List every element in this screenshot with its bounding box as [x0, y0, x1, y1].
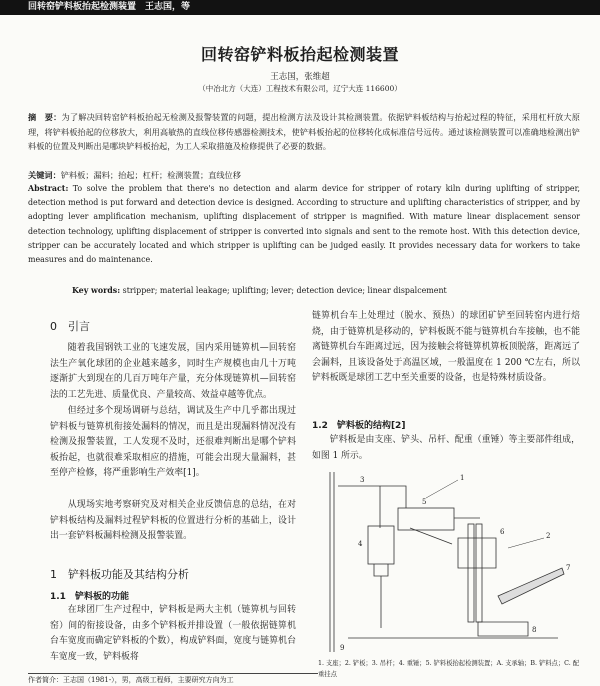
- abstract-cn: [28, 110, 580, 154]
- left-paragraph-3: 从现场实地考察研究及对相关企业反馈信息的总结，在对铲料板结构及漏料过程铲料板的位置进行分析的基础上，设计出一套铲料板漏料检测及报警装置。: [50, 500, 296, 542]
- figure-label-9: 9: [340, 644, 345, 652]
- figure-label-1: 1: [460, 474, 465, 482]
- author-footnote: 作者简介：王志国（1981-），男，高级工程师，主要研究方向为工: [28, 673, 318, 685]
- keywords-en-text: stripper; material leakage; uplifting; lever; detection device; linear dispalcement: [122, 286, 447, 295]
- counterweight-hook: [374, 564, 388, 576]
- keywords-cn-label: 关键词：: [28, 170, 61, 180]
- section-1-1-heading: 1.1 铲料板的功能: [50, 592, 129, 602]
- section-0-heading: 0 引言: [50, 320, 90, 333]
- lever-arm: [410, 528, 452, 544]
- keywords-cn: [28, 168, 580, 183]
- left-paragraph-2: 但经过多个现场调研与总结，调试及生产中几乎都出现过铲料板与链箅机衔接处漏料的情况，而且是出现漏料情况没有检测及报警装置，工人发现不及时，还很难判断出是哪个铲料板抬起，也就很难采取相应的措施，可能会出现大量漏料，甚至停产检修，将严重影响生产效率[1]。: [50, 406, 296, 479]
- keywords-en: [72, 284, 580, 298]
- right-paragraph-1: 链箅机台车上处理过（脱水、预热）的球团矿铲至回转窑内进行焙烧，由于链箅机是移动的，铲料板既不能与链箅机台车接触，也不能离链箅机台车距离过远，因为接触会将链箅机箅板顶脱落，距离远了会漏料，且该设备处于高温区域，一般温度在 1 200 ℃左右，所以铲料板既是球团工艺中至关重要的设备，也是特殊材质设备。: [312, 311, 580, 384]
- stripper-plate: [498, 568, 564, 604]
- running-header: 回转窑铲料板抬起检测装置 王志国，等: [0, 0, 600, 15]
- left-paragraph-4: 在球团厂生产过程中，铲料板是两大主机（链箅机与回转窑）间的衔接设备，由多个铲料板并排设置（一般依据链箅机台车宽度而确定铲料板的个数），构成铲料面，宽度与链箅机台车宽度一致，铲料板将: [50, 605, 296, 662]
- abstract-cn-label: 摘 要：: [28, 112, 62, 122]
- section-1-heading: 1 铲料板功能及其结构分析: [50, 568, 189, 581]
- detector-box: [398, 508, 454, 530]
- abstract-en-label: Abstract:: [28, 184, 69, 193]
- figure-1-caption: 1. 支座；2. 铲板；3. 吊杆；4. 重锤；5. 铲料板抬起检测装置；A. 支承轴；B. 铲料点；C. 配重挂点: [318, 660, 580, 678]
- right-paragraph-2: 铲料板是由支座、铲头、吊杆、配重（重锤）等主要部件组成，如图 1 所示。: [312, 435, 580, 461]
- figure-label-4: 4: [358, 540, 363, 548]
- abstract-en-text: To solve the problem that there's no detection and alarm device for stripper of rotary kiln during uplifting of stripper, detection method is put forward and detection device is designed. According to structure and uplifting characteristics of stripper, and by adopting lever amplification mechanism, uplifting displacement of stripper is magnified. With mature linear displacement sensor detection technology, uplifting displacement of stripper is converted into signals and sent to the remote host. With this detection device, stripper can be accurately located and which stripper is uplifting can be judged easily. It provides necessary data for workers to take measures and do maintenance.: [28, 184, 580, 265]
- hanger-frame: [338, 486, 406, 528]
- support-column-2: [476, 524, 482, 622]
- abstract-cn-text: 为了解决回转窑铲料板抬起无检测及报警装置的问题，提出检测方法及设计其检测装置。依据铲料板结构与抬起过程的特征，采用杠杆放大原理，将铲料板抬起的位移放大，利用高敏热的直线位移传感器检测技术，使铲料板抬起的位移转化成标准信号远传。通过该检测装置可以准确地检测出铲料板的位置及判断出是哪块铲料板抬起，为工人采取措施及检修提供了必要的数据。: [28, 112, 580, 151]
- support-column: [468, 524, 474, 622]
- affiliation: （中冶北方（大连）工程技术有限公司，辽宁大连 116600）: [198, 84, 402, 93]
- leader-line-b: [508, 538, 544, 548]
- left-paragraph-1: 随着我国钢铁工业的飞速发展，国内采用链箅机—回转窑法生产氧化球团的企业越来越多，同时生产规模也由几十万吨逐渐扩大到现在的几百万吨年产量，充分体现链箅机—回转窑法的工艺先进、质量优良、产量较高、效益卓越等优点。: [50, 343, 296, 400]
- support-base: [478, 622, 528, 636]
- support-bracket: [458, 538, 496, 568]
- abstract-en: [28, 182, 580, 267]
- counterweight: [368, 526, 394, 564]
- keywords-en-label: Key words:: [72, 286, 121, 295]
- figure-label-6: 6: [500, 528, 505, 536]
- keywords-cn-text: 铲料板；漏料；抬起；杠杆；检测装置；直线位移: [60, 170, 241, 180]
- figure-label-5: 5: [422, 498, 427, 506]
- section-1-2-heading: 1.2 铲料板的结构[2]: [312, 421, 406, 431]
- leader-line-a: [426, 480, 458, 498]
- authors: 王志国，张维超: [270, 72, 330, 82]
- figure-1-stripper-diagram: [318, 468, 580, 656]
- figure-label-3: 3: [360, 476, 365, 484]
- figure-label-2: 2: [546, 532, 551, 540]
- figure-label-7: 7: [566, 564, 571, 572]
- paper-title: 回转窑铲料板抬起检测装置: [200, 45, 399, 64]
- figure-label-8: 8: [532, 626, 537, 634]
